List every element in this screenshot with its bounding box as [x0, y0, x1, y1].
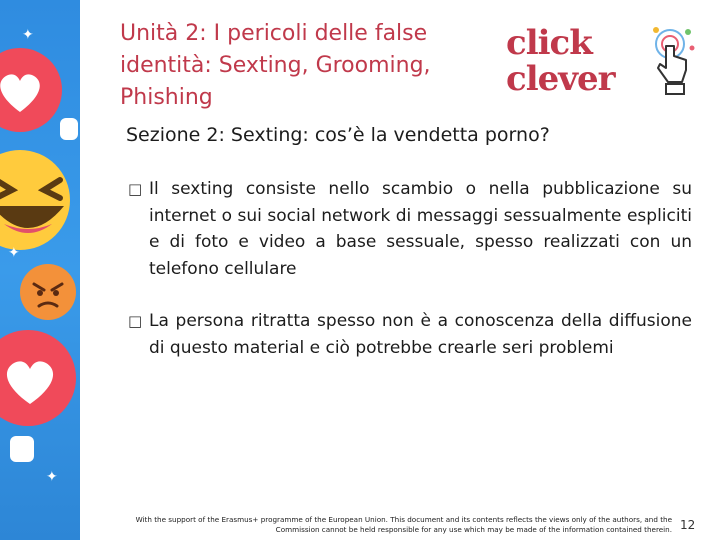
- laughing-emoji-icon: [0, 150, 70, 250]
- heart-icon: [0, 330, 76, 426]
- logo-line1: click: [506, 23, 592, 63]
- bullet-box-icon: □: [128, 180, 143, 198]
- click-clever-logo: [500, 22, 700, 104]
- sparkle-icon: ✦: [22, 27, 34, 43]
- angry-emoji-icon: [20, 264, 76, 320]
- decorative-sidebar: [0, 0, 80, 540]
- footer-disclaimer: [120, 515, 672, 535]
- bullet-text: Il sexting consiste nello scambio o nella pubblicazione su internet o sui social network di messaggi sessualmente espliciti e di foto e video a base sessuale, spesso realizzati con un telefono cellulare: [149, 179, 692, 279]
- bullet-item: [128, 176, 692, 282]
- slide-title: Unità 2: I pericoli delle false identità: Sexting, Grooming, Phishing: [120, 21, 431, 110]
- footer-line2: Commission cannot be held responsible for any use which may be made of the information contained therein.: [275, 525, 672, 534]
- bullet-text: La persona ritratta spesso non è a conoscenza della diffusione di questo material e ciò potrebbe crearle seri problemi: [149, 311, 692, 358]
- logo-line2: clever: [506, 59, 615, 99]
- heart-icon: [0, 48, 62, 132]
- bullet-item: [128, 308, 692, 361]
- sparkle-icon: ✦: [8, 245, 20, 261]
- page-number: 12: [680, 518, 696, 532]
- thumbs-up-icon: [10, 436, 34, 462]
- footer-line1: With the support of the Erasmus+ programme of the European Union. This document and its contents reflects the views only of the authors, and the: [135, 515, 672, 524]
- thumbs-up-icon: [60, 118, 78, 140]
- section-heading: Sezione 2: Sexting: cos’è la vendetta porno?: [126, 124, 550, 146]
- sparkle-icon: ✦: [46, 469, 58, 485]
- bullet-box-icon: □: [128, 312, 143, 330]
- touch-hand-icon: [648, 26, 698, 98]
